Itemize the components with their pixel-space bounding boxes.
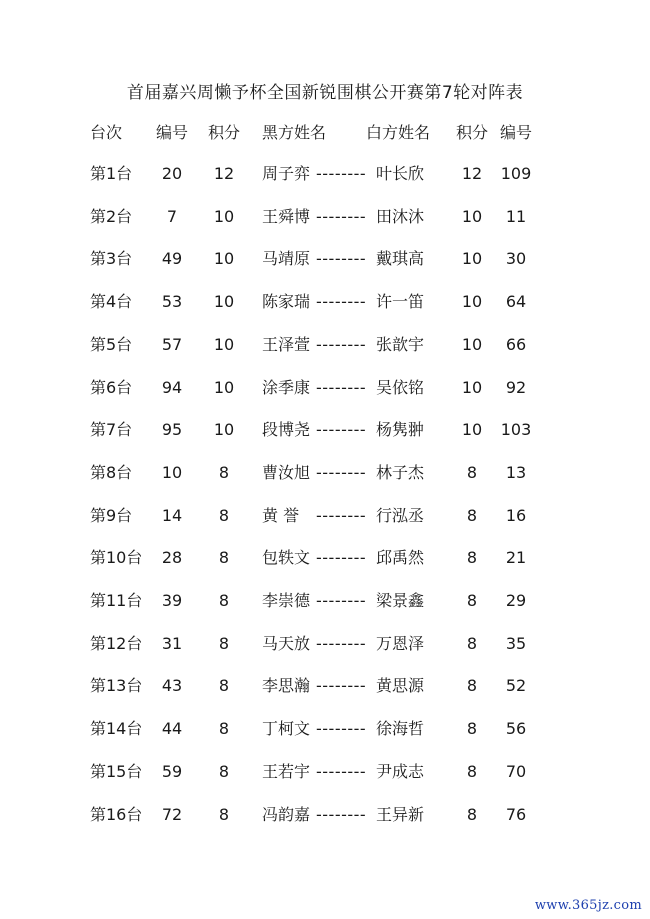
row-table: 第6台 [90,377,133,397]
row-black-points: 10 [213,334,235,354]
table-row [0,246,650,272]
row-black-points: 8 [218,462,230,482]
row-white-number: 21 [505,548,527,568]
table-row [0,460,650,486]
row-black-number: 44 [161,719,183,739]
row-separator: -------- [316,292,367,312]
row-white-number: 52 [505,676,527,696]
header-black-points: 积分 [207,123,240,142]
table-row [0,588,650,614]
row-white-number: 92 [505,377,527,397]
row-black-number: 31 [161,633,183,653]
row-black-points: 8 [218,676,230,696]
row-white-points: 8 [466,548,478,568]
row-white-number: 70 [505,761,527,781]
row-separator: -------- [316,164,367,183]
row-white-points: 10 [461,249,483,269]
row-black-name: 丁柯文 [262,719,311,739]
watermark[interactable]: www.365jz.com [534,898,642,913]
row-white-name: 万恩泽 [376,633,425,653]
row-black-number: 95 [161,420,183,440]
row-black-name: 李思瀚 [262,676,311,696]
row-table: 第13台 [90,676,143,696]
row-separator: -------- [316,420,367,440]
row-table: 第8台 [90,462,133,482]
row-white-points: 8 [466,676,478,696]
row-white-points: 12 [461,164,483,183]
table-row [0,161,650,187]
header-white-points: 积分 [455,123,488,142]
row-white-points: 8 [466,462,478,482]
row-white-name: 戴琪高 [376,249,425,269]
row-white-points: 10 [461,206,483,226]
row-black-number: 49 [161,249,183,269]
row-separator: -------- [316,761,367,781]
header-black-name: 黑方姓名 [262,123,327,142]
row-separator: -------- [316,462,367,482]
row-table: 第9台 [90,505,133,525]
row-table: 第14台 [90,719,143,739]
row-table: 第15台 [90,761,143,781]
row-black-name: 冯韵嘉 [262,804,311,824]
row-black-points: 8 [218,505,230,525]
row-white-number: 64 [505,292,527,312]
table-row [0,673,650,699]
row-white-number: 103 [500,420,532,440]
row-black-number: 10 [161,462,183,482]
table-row [0,417,650,443]
table-row [0,631,650,657]
row-table: 第7台 [90,420,133,440]
row-separator: -------- [316,804,367,824]
row-black-name: 曹汝旭 [262,462,311,482]
row-black-points: 8 [218,761,230,781]
row-separator: -------- [316,249,367,269]
row-separator: -------- [316,377,367,397]
row-black-points: 8 [218,719,230,739]
row-separator: -------- [316,548,367,568]
row-white-name: 徐海哲 [376,719,425,739]
row-black-name: 段博尧 [262,420,311,440]
row-black-name: 包轶文 [262,548,311,568]
row-white-name: 田沐沐 [376,206,425,226]
row-black-name: 王若宇 [262,761,311,781]
row-white-points: 8 [466,591,478,610]
row-black-number: 7 [166,206,178,226]
row-table: 第10台 [90,548,143,568]
row-black-points: 10 [213,420,235,440]
row-white-number: 16 [505,505,527,525]
row-black-points: 10 [213,292,235,312]
row-separator: -------- [316,676,367,696]
row-table: 第11台 [90,591,143,610]
row-black-name: 王泽萱 [262,334,311,354]
row-black-name: 黄 誉 [262,505,300,525]
row-black-points: 12 [213,164,235,183]
row-white-number: 109 [500,164,532,183]
row-white-points: 8 [466,633,478,653]
table-row [0,716,650,742]
row-black-name: 马靖原 [262,249,311,269]
table-row [0,375,650,401]
row-white-points: 8 [466,719,478,739]
row-separator: -------- [316,505,367,525]
row-white-name: 张歆宇 [376,334,425,354]
row-white-name: 行泓丞 [376,505,425,525]
row-black-name: 陈家瑞 [262,292,311,312]
row-table: 第3台 [90,249,133,269]
row-white-number: 66 [505,334,527,354]
row-table: 第12台 [90,633,143,653]
row-black-number: 53 [161,292,183,312]
row-white-points: 10 [461,420,483,440]
row-black-number: 72 [161,804,183,824]
header-white-number: 编号 [499,123,532,142]
row-black-name: 马天放 [262,633,311,653]
row-white-name: 黄思源 [376,676,425,696]
row-white-name: 杨隽翀 [376,420,425,440]
row-table: 第1台 [90,164,133,183]
row-white-name: 林子杰 [376,462,425,482]
row-black-points: 8 [218,548,230,568]
header-white-name: 白方姓名 [366,123,431,142]
row-black-points: 10 [213,206,235,226]
row-white-points: 8 [466,804,478,824]
row-black-points: 8 [218,591,230,610]
row-table: 第16台 [90,804,143,824]
header-table: 台次 [90,123,123,142]
table-header [0,120,650,146]
row-black-number: 94 [161,377,183,397]
table-row [0,503,650,529]
row-white-points: 10 [461,292,483,312]
row-white-name: 吴依铭 [376,377,425,397]
row-white-name: 梁景鑫 [376,591,425,610]
row-white-name: 邱禹然 [376,548,425,568]
row-white-name: 尹成志 [376,761,425,781]
table-row [0,802,650,828]
row-separator: -------- [316,719,367,739]
row-black-number: 43 [161,676,183,696]
row-white-name: 叶长欣 [376,164,425,183]
row-black-name: 王舜博 [262,206,311,226]
row-white-points: 8 [466,761,478,781]
row-black-name: 李崇德 [262,591,311,610]
row-table: 第4台 [90,292,133,312]
row-separator: -------- [316,591,367,610]
row-white-name: 王异新 [376,804,425,824]
table-row [0,289,650,315]
row-separator: -------- [316,334,367,354]
row-white-number: 35 [505,633,527,653]
row-white-number: 30 [505,249,527,269]
row-white-points: 8 [466,505,478,525]
row-white-name: 许一笛 [376,292,425,312]
row-black-points: 8 [218,633,230,653]
header-black-number: 编号 [155,123,188,142]
row-black-points: 10 [213,249,235,269]
table-row [0,545,650,571]
row-black-number: 39 [161,591,183,610]
table-row [0,332,650,358]
row-white-number: 29 [505,591,527,610]
row-white-number: 56 [505,719,527,739]
row-white-number: 11 [505,206,527,226]
row-black-name: 周子弈 [262,164,311,183]
row-white-points: 10 [461,377,483,397]
row-white-number: 13 [505,462,527,482]
table-row [0,204,650,230]
row-table: 第5台 [90,334,133,354]
row-black-number: 57 [161,334,183,354]
row-separator: -------- [316,633,367,653]
row-black-number: 20 [161,164,183,183]
row-black-number: 28 [161,548,183,568]
row-black-number: 59 [161,761,183,781]
row-separator: -------- [316,206,367,226]
row-white-number: 76 [505,804,527,824]
row-white-points: 10 [461,334,483,354]
row-black-name: 涂季康 [262,377,311,397]
table-row [0,759,650,785]
row-black-points: 10 [213,377,235,397]
row-black-number: 14 [161,505,183,525]
row-black-points: 8 [218,804,230,824]
page-title: 首届嘉兴周懒予杯全国新锐围棋公开赛第7轮对阵表 [126,83,524,103]
row-table: 第2台 [90,206,133,226]
